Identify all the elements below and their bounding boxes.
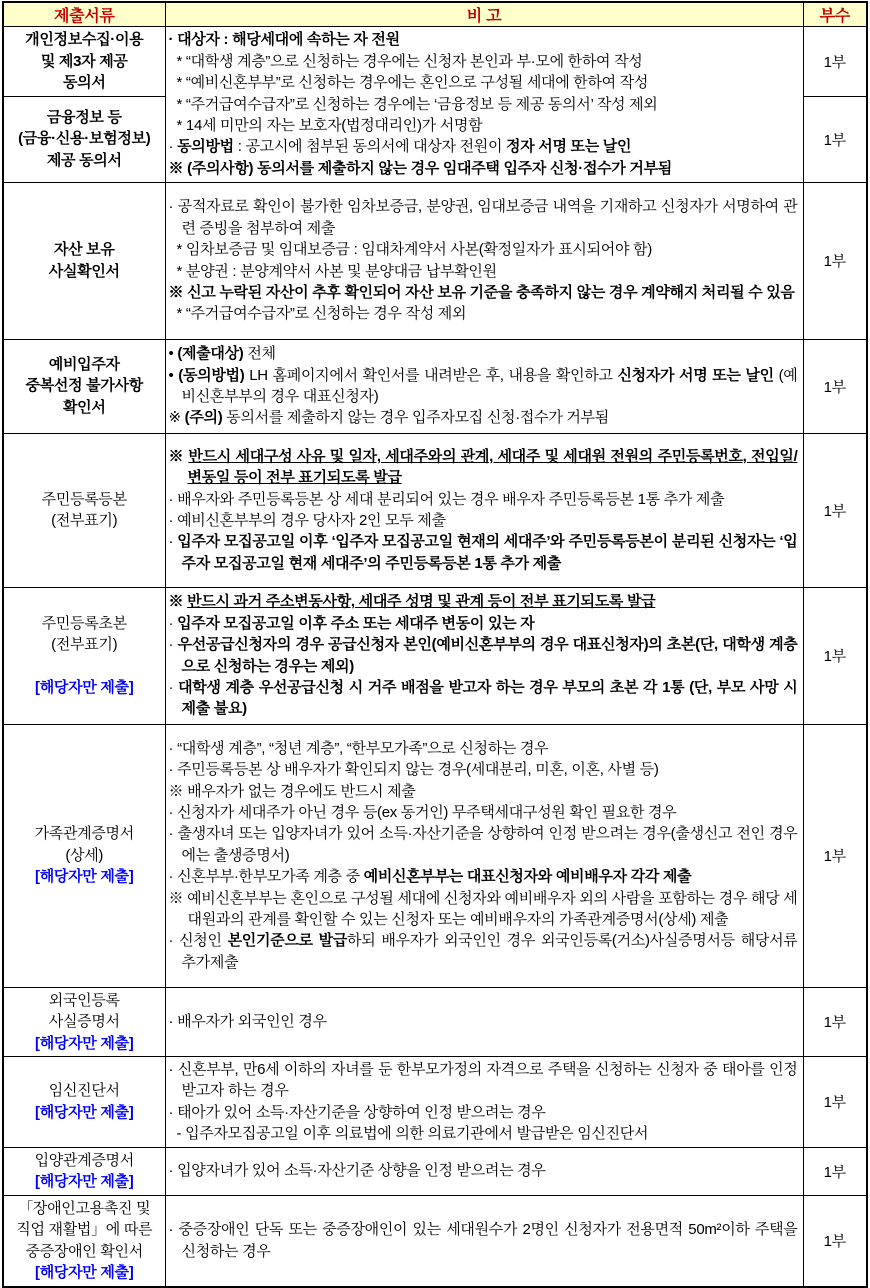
remark-line [169, 29, 798, 50]
table-row [3, 27, 867, 97]
remark-text-segment: 반드시 세대구성 사유 및 일자, 세대주와의 관계, 세대주 및 세대원 전원의 주민등록번호, 전입일/변동일 등이 전부 표기되도록 발급 [187, 447, 798, 487]
header-row [3, 2, 867, 27]
doc-title-line: 확인서 [62, 398, 106, 416]
copies-cell: 1부 [803, 182, 867, 339]
remark-text-segment: · 태아가 있어 소득·자산기준을 상향하여 인정 받으려는 경우 [168, 1103, 546, 1121]
doc-title-line [5, 656, 164, 677]
remark-line [169, 115, 798, 136]
doc-note: [해당자만 제출] [35, 678, 134, 696]
remark-text-segment: ※ [168, 593, 188, 611]
remark-text-segment: · [168, 138, 178, 156]
document-name-cell [3, 1057, 165, 1148]
doc-title-line: 중증장애인 확인서 [25, 1242, 143, 1260]
doc-note: [해당자만 제출] [35, 868, 134, 886]
remark-line [169, 802, 798, 823]
remark-text-segment: * “주거급여수급자”로 신청하는 경우 작성 제외 [176, 305, 467, 323]
remark-text-segment: · 신청인 [168, 932, 228, 950]
remark-line [169, 1102, 798, 1123]
remark-line [169, 94, 798, 115]
doc-note: [해당자만 제출] [35, 1103, 134, 1121]
document-name-cell [3, 1195, 165, 1287]
document-name-cell [3, 27, 165, 97]
remark-line [169, 365, 798, 408]
copies-cell: 1부 [803, 96, 867, 182]
remark-text-segment: • [168, 345, 178, 363]
doc-title-line: 직업 재활법」에 따른 [16, 1221, 153, 1239]
table-row [3, 1195, 867, 1287]
remark-text-segment: (제출대상) [177, 345, 244, 363]
remark-line [169, 823, 798, 866]
remark-text-segment: ※ 신고 누락된 자산이 추후 확인되어 자산 보유 기준을 충족하지 않는 경우 계약해지 처리될 수 있음 [168, 283, 795, 301]
table-row [3, 339, 867, 433]
remark-line [169, 1219, 798, 1262]
remark-line [169, 677, 798, 720]
table-row [3, 433, 867, 587]
remark-text-segment: · 공적자료로 확인이 불가한 임차보증금, 분양권, 임대보증금 내역을 기재하고 신청자가 서명하여 관련 증빙을 첨부하여 제출 [168, 198, 798, 237]
doc-title-line: 가족관계증명서 [34, 825, 134, 843]
remark-cell [165, 1195, 803, 1287]
doc-title-line: 외국인등록 [48, 991, 120, 1009]
copies-cell: 1부 [803, 339, 867, 433]
remark-text-segment: 본인기준으로 발급 [227, 932, 348, 950]
remark-line [169, 781, 798, 802]
copies-cell: 1부 [803, 433, 867, 587]
remark-text-segment: · 대상자 : 해당세대에 속하는 자 전원 [168, 31, 400, 49]
remark-cell [165, 27, 803, 183]
remark-line [169, 72, 798, 93]
remark-line [169, 759, 798, 780]
remark-text-segment: · 배우자와 주민등록등본 상 세대 분리되어 있는 경우 배우자 주민등록등본 1통 추가 제출 [168, 490, 725, 508]
table-row [3, 724, 867, 987]
table-row [3, 1147, 867, 1195]
remark-text-segment: (예비신혼부부의 경우 대표신청자) [181, 366, 798, 405]
remark-line [169, 738, 798, 759]
remark-text-segment: 반드시 과거 주소변동사항, 세대주 성명 및 관계 등이 전부 표기되도록 발급 [187, 593, 656, 611]
remark-text-segment: · 입양자녀가 있어 소득·자산기준 상향을 인정 받으려는 경우 [168, 1162, 546, 1180]
remark-text-segment: 동의방법 [177, 138, 234, 156]
remark-line [169, 1123, 798, 1144]
doc-title-line: 사실확인서 [48, 262, 120, 280]
document-name-cell [3, 1147, 165, 1195]
doc-title-line: 및 제3자 제공 [40, 52, 128, 70]
copies-cell: 1부 [803, 987, 867, 1057]
document-name-cell [3, 182, 165, 339]
remark-text-segment: · 출생자녀 또는 입양자녀가 있어 소득·자산기준을 상향하여 인정 받으려는 경우(출생신고 전인 경우에는 출생증명서) [168, 825, 798, 864]
copies-cell: 1부 [803, 1057, 867, 1148]
remark-line [169, 1011, 798, 1032]
document-name-cell [3, 339, 165, 433]
remark-text-segment: 우선공급신청자의 경우 공급신청자 본인(예비신혼부부의 경우 대표신청자)의 초본(단, 대학생 계층으로 신청하는 경우는 제외) [177, 636, 798, 675]
doc-title-line: 개인정보수집·이용 [25, 31, 144, 48]
remark-text-segment: * 임차보증금 및 임대보증금 : 임대차계약서 사본(확정일자가 표시되어야 함) [176, 241, 652, 259]
remark-line [169, 930, 798, 973]
doc-title-line: 사실증명서 [48, 1013, 120, 1030]
remark-cell [165, 724, 803, 987]
remark-text-segment: ※ [168, 447, 189, 465]
remark-line [169, 489, 798, 510]
doc-title-line: 입양관계증명서 [34, 1151, 134, 1169]
remark-text-segment: LH 홈페이지에서 확인서를 내려받은 후, 내용을 확인하고 [244, 366, 618, 384]
remark-line [169, 407, 798, 428]
remark-text-segment: * “주거급여수급자”로 신청하는 경우에는 ‘금융정보 등 제공 동의서’ 작성 제외 [176, 95, 658, 113]
remark-text-segment: * “예비신혼부부”로 신청하는 경우에는 혼인으로 구성될 세대에 한하여 작성 [176, 74, 649, 92]
table-row [3, 587, 867, 724]
remark-text-segment: (동의방법) [178, 366, 245, 384]
doc-title-line: 임신진단서 [48, 1082, 120, 1100]
remark-text-segment: : 공고시에 첨부된 동의서에 대상자 전원이 [233, 138, 507, 156]
document-name-cell [3, 724, 165, 987]
remark-text-segment: - 입주자모집공고일 이후 의료법에 의한 의료기관에서 발급받은 임신진단서 [176, 1125, 649, 1143]
remark-cell [165, 433, 803, 587]
remark-cell [165, 182, 803, 339]
remark-line [169, 446, 798, 489]
doc-title-line: 주민등록등본 [41, 490, 127, 508]
doc-note: [해당자만 제출] [35, 1034, 134, 1052]
remark-text-segment: · [168, 614, 178, 632]
remark-line [169, 591, 798, 612]
remark-line [169, 634, 798, 677]
doc-title-line: 동의서 [62, 74, 106, 91]
remark-line [169, 261, 798, 282]
remark-text-segment: 예비신혼부부는 대표신청자와 예비배우자 각각 제출 [363, 868, 692, 886]
remark-line [169, 196, 798, 239]
remark-text-segment: 전체 [243, 345, 276, 363]
remark-line [169, 136, 798, 157]
remark-line [169, 239, 798, 260]
remark-text-segment: * 분양권 : 분양계약서 사본 및 분양대금 납부확인원 [176, 262, 497, 280]
remark-text-segment: · 중증장애인 단독 또는 중증장애인이 있는 세대원수가 2명인 신청자가 전용면적 50m²이하 주택을 신청하는 경우 [168, 1221, 798, 1260]
remark-cell [165, 1057, 803, 1148]
remark-text-segment: · 신혼부부·한부모가족 계층 중 [168, 868, 364, 886]
remark-text-segment: · “대학생 계층”, “청년 계층”, “한부모가족”으로 신청하는 경우 [168, 739, 549, 757]
remark-text-segment: 대학생 계층 우선공급신청 시 거주 배점을 받고자 하는 경우 부모의 초본 각 1통 (단, 부모 사망 시 제출 불요) [178, 678, 798, 718]
doc-title-line: 자산 보유 [53, 241, 115, 258]
document-name-cell [3, 987, 165, 1057]
remark-text-segment: · [168, 533, 178, 551]
doc-title-line: (전부표기) [51, 512, 118, 529]
table-row [3, 182, 867, 339]
remark-text-segment: (주의) [184, 409, 223, 427]
doc-title-line: 「장애인고용촉진 및 [18, 1199, 151, 1217]
copies-cell: 1부 [803, 1147, 867, 1195]
remark-line [169, 1059, 798, 1102]
remark-line [169, 866, 798, 887]
copies-cell: 1부 [803, 27, 867, 97]
remark-text-segment: ※ 배우자가 없는 경우에도 반드시 제출 [168, 782, 416, 800]
copies-cell: 1부 [803, 587, 867, 724]
doc-title-line: (상세) [65, 846, 104, 864]
copies-cell: 1부 [803, 724, 867, 987]
remark-text-segment: • [168, 366, 179, 384]
header-remarks: 비 고 [165, 2, 803, 27]
remark-text-segment: 하되 배우자가 외국인인 경우 외국인등록(거소)사실증명서등 해당서류 추가제출 [181, 932, 798, 971]
remark-cell [165, 339, 803, 433]
doc-title-line: 금융정보 등 [46, 108, 122, 126]
remark-text-segment: 동의서를 제출하지 않는 경우 입주자모집 신청·접수가 거부됨 [222, 409, 609, 427]
remark-cell [165, 587, 803, 724]
remark-text-segment: ※ 예비신혼부부는 혼인으로 구성될 세대에 신청자와 예비배우자 외의 사람을 포함하는 경우 해당 세대원과의 관계를 확인할 수 있는 신청자 또는 예비배우자의 가족관계증명서(상세) 제출 [168, 889, 798, 929]
remark-line [169, 303, 798, 324]
remark-text-segment: 입주자 모집공고일 이후 주소 또는 세대주 변동이 있는 자 [177, 614, 535, 632]
remark-line [169, 613, 798, 634]
document-name-cell [3, 96, 165, 182]
doc-title-line: 예비입주자 [48, 355, 120, 373]
remark-text-segment: · [168, 678, 179, 696]
remark-text-segment: · 신청자가 세대주가 아닌 경우 등(ex 동거인) 무주택세대구성원 확인 필요한 경우 [168, 803, 677, 821]
remark-line [169, 510, 798, 531]
remark-text-segment: * 14세 미만의 자는 보호자(법정대리인)가 서명함 [176, 116, 483, 134]
remark-line [169, 51, 798, 72]
remark-text-segment: · 주민등록등본 상 배우자가 확인되지 않는 경우(세대분리, 미혼, 이혼, 사별 등) [168, 761, 659, 779]
remark-line [169, 282, 798, 303]
header-documents: 제출서류 [3, 2, 165, 27]
remark-text-segment: 정자 서명 또는 날인 [506, 138, 632, 156]
doc-title-line: 주민등록초본 [41, 614, 127, 632]
remark-cell [165, 987, 803, 1057]
remark-text-segment: · 배우자가 외국인인 경우 [168, 1013, 327, 1031]
remark-text-segment: * “대학생 계층”으로 신청하는 경우에는 신청자 본인과 부·모에 한하여 작성 [176, 52, 643, 70]
doc-note: [해당자만 제출] [35, 1173, 134, 1191]
copies-cell: 1부 [803, 1195, 867, 1287]
remark-text-segment: ※ (주의사항) 동의서를 제출하지 않는 경우 임대주택 입주자 신청·접수가 거부됨 [168, 159, 672, 177]
remark-line [169, 343, 798, 364]
remark-line [169, 531, 798, 574]
remark-text-segment: 신청자가 서명 또는 날인 [617, 366, 774, 384]
document-table-body [3, 27, 867, 1287]
remark-text-segment: 입주자 모집공고일 이후 ‘입주자 모집공고일 현재의 세대주’와 주민등록등본이 분리된 신청자는 ‘입주자 모집공고일 현재 세대주’의 주민등록등본 1통 추가 제출 [177, 533, 798, 572]
document-name-cell [3, 433, 165, 587]
doc-title-line: 중복선정 불가사항 [25, 377, 143, 395]
doc-note: [해당자만 제출] [35, 1264, 134, 1282]
doc-title-line: 제공 동의서 [46, 151, 122, 169]
table-row [3, 987, 867, 1057]
table-row [3, 1057, 867, 1148]
document-name-cell [3, 587, 165, 724]
remark-text-segment: · 신혼부부, 만6세 이하의 자녀를 둔 한부모가정의 자격으로 주택을 신청하는 신청자 중 태아를 인정받고자 하는 경우 [168, 1061, 798, 1100]
header-copies: 부수 [803, 2, 867, 27]
remark-line [169, 888, 798, 931]
remark-cell [165, 1147, 803, 1195]
doc-title-line: (전부표기) [51, 636, 118, 654]
doc-title-line: (금융·신용·보험정보) [18, 130, 151, 148]
remark-text-segment: · 예비신혼부부의 경우 당사자 2인 모두 제출 [168, 512, 446, 529]
remark-line [169, 158, 798, 179]
remark-text-segment: ※ [168, 409, 185, 427]
remark-text-segment: · [168, 636, 178, 654]
submission-documents-table [2, 1, 868, 1288]
remark-line [169, 1160, 798, 1181]
